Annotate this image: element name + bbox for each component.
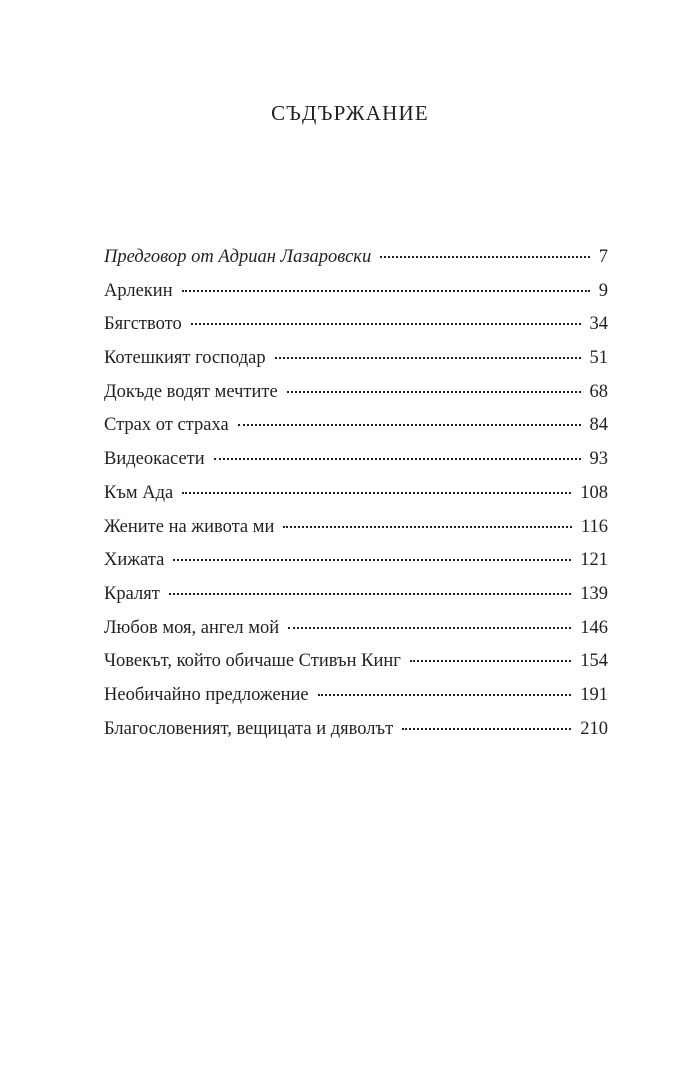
- toc-entry-title: Бягството: [104, 314, 182, 335]
- toc-entry: [104, 719, 608, 753]
- toc-page-number: 116: [580, 516, 608, 537]
- toc-entry-title: Страх от страха: [104, 415, 229, 436]
- dot-leader: [287, 391, 581, 393]
- toc-entry: [104, 550, 608, 584]
- dot-leader: [169, 593, 571, 595]
- toc-entry: [104, 281, 608, 315]
- toc-entry-title: Арлекин: [104, 280, 173, 301]
- toc-entry: [104, 348, 608, 382]
- dot-leader: [318, 694, 572, 696]
- toc-entry-title: Предговор от Адриан Лазаровски: [104, 247, 372, 267]
- toc-page-number: 7: [598, 247, 608, 267]
- toc-page-number: 191: [580, 684, 608, 705]
- toc-page-number: 108: [580, 482, 608, 503]
- toc-entry: [104, 618, 608, 652]
- dot-leader: [410, 660, 571, 662]
- dot-leader: [182, 492, 571, 494]
- toc-entry-title: Необичайно предложение: [104, 684, 309, 705]
- table-of-contents: [104, 247, 608, 752]
- toc-entry-title: Любов моя, ангел мой: [104, 617, 280, 638]
- page-title: СЪДЪРЖАНИЕ: [271, 101, 429, 125]
- dot-leader: [283, 526, 572, 528]
- toc-entry: [104, 584, 608, 618]
- toc-entry-title: Хижата: [104, 550, 165, 571]
- dot-leader: [182, 290, 590, 292]
- toc-page-number: 84: [589, 415, 608, 436]
- dot-leader: [191, 323, 581, 325]
- toc-page-number: 146: [580, 617, 608, 638]
- toc-page-number: 34: [589, 314, 608, 335]
- toc-entry-title: Видеокасети: [104, 449, 205, 470]
- toc-entry-title: Благословеният, вещицата и дяволът: [104, 718, 394, 739]
- dot-leader: [402, 728, 571, 730]
- toc-entry: [104, 415, 608, 449]
- toc-entry: [104, 314, 608, 348]
- toc-page-number: 68: [589, 381, 608, 402]
- toc-entry-title: Кралят: [104, 583, 160, 604]
- toc-page-number: 210: [580, 718, 608, 739]
- toc-entry: [104, 651, 608, 685]
- toc-page-number: 9: [598, 280, 608, 301]
- dot-leader: [275, 357, 581, 359]
- toc-entry: [104, 483, 608, 517]
- toc-entry: [104, 247, 608, 281]
- toc-page-number: 51: [589, 348, 608, 369]
- toc-page-number: 93: [589, 449, 608, 470]
- toc-entry: [104, 517, 608, 551]
- toc-entry: [104, 382, 608, 416]
- dot-leader: [288, 627, 571, 629]
- toc-entry-title: Докъде водят мечтите: [104, 381, 278, 402]
- toc-entry: [104, 685, 608, 719]
- dot-leader: [214, 458, 581, 460]
- toc-entry-title: Човекът, който обичаше Стивън Кинг: [104, 651, 401, 672]
- dot-leader: [238, 424, 581, 426]
- toc-entry-title: Жените на живота ми: [104, 516, 275, 537]
- toc-page-number: 139: [580, 583, 608, 604]
- toc-entry-title: Към Ада: [104, 482, 174, 503]
- toc-entry: [104, 449, 608, 483]
- toc-page-number: 154: [580, 651, 608, 672]
- dot-leader: [173, 559, 571, 561]
- toc-entry-title: Котешкият господар: [104, 348, 266, 369]
- toc-page-number: 121: [580, 550, 608, 571]
- dot-leader: [380, 256, 590, 258]
